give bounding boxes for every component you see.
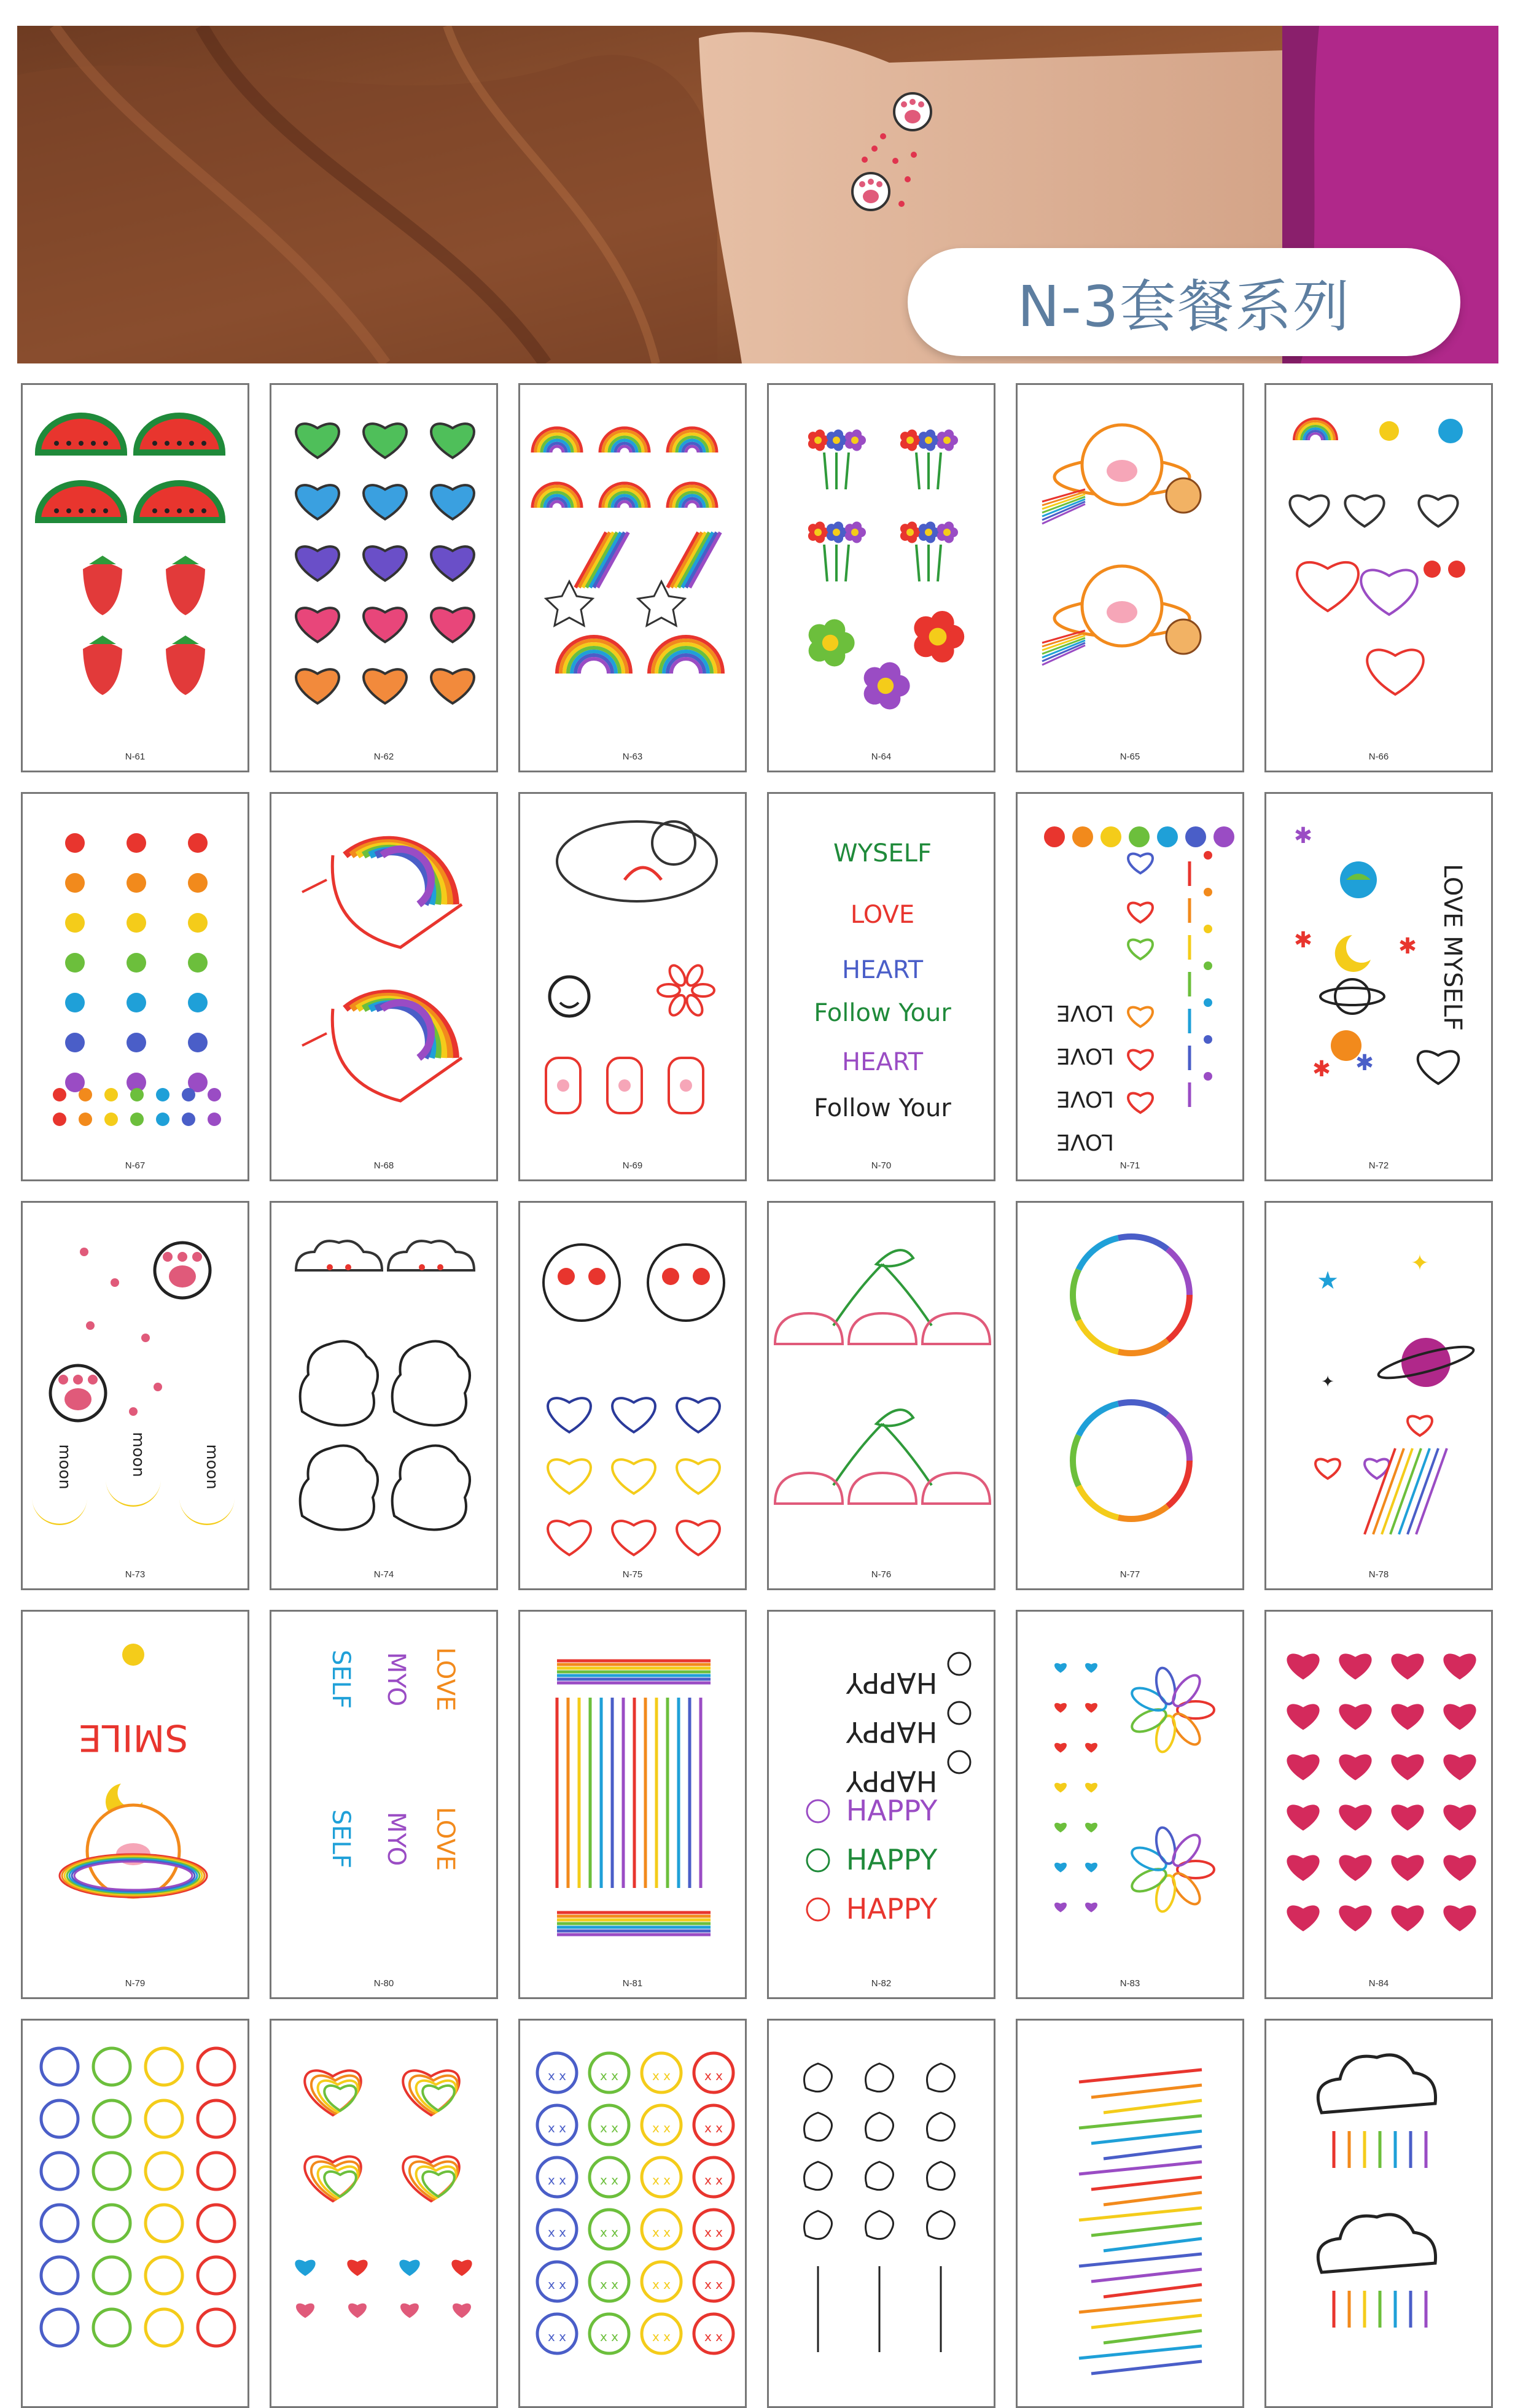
- sticker-code: N-76: [871, 1569, 892, 1580]
- sticker-text: SELF: [327, 1809, 355, 1868]
- sticker-code: N-66: [1368, 752, 1389, 762]
- sticker-text: x x: [547, 2068, 567, 2083]
- sticker-text: LOVE: [850, 901, 915, 929]
- sticker-text: x x: [599, 2329, 619, 2344]
- tattoo-sticker-card: [767, 1610, 995, 1999]
- sticker-code: N-62: [373, 752, 394, 762]
- tattoo-sticker-card: [270, 2019, 498, 2408]
- tattoo-sticker-card: [1016, 1610, 1244, 1999]
- sticker-text: x x: [704, 2277, 723, 2292]
- sticker-artwork: [1018, 385, 1242, 771]
- sticker-text: x x: [704, 2173, 723, 2188]
- sticker-text: HAPPY: [846, 1892, 938, 1925]
- sticker-text: ✱: [1293, 928, 1313, 953]
- sticker-artwork: [520, 2021, 745, 2406]
- sticker-text: x x: [599, 2277, 619, 2292]
- sticker-artwork: [271, 794, 496, 1179]
- sticker-code: N-78: [1368, 1569, 1389, 1580]
- sticker-text: x x: [547, 2225, 567, 2240]
- sticker-text: HAPPY: [846, 1715, 938, 1749]
- tattoo-sticker-card: [767, 1201, 995, 1590]
- sticker-text: HEART: [841, 1048, 924, 1076]
- sticker-artwork: [1266, 1203, 1491, 1588]
- sticker-artwork: [271, 1612, 496, 1997]
- sticker-artwork: [271, 2021, 496, 2406]
- sticker-text: HAPPY: [846, 1843, 938, 1876]
- sticker-text: x x: [547, 2329, 567, 2344]
- sticker-text: LOVE: [1056, 1000, 1114, 1025]
- sticker-code: N-80: [373, 1978, 394, 1989]
- tattoo-sticker-card: [1016, 792, 1244, 1181]
- sticker-code: N-77: [1120, 1569, 1140, 1580]
- sticker-artwork: [769, 1203, 994, 1588]
- sticker-code: N-83: [1120, 1978, 1140, 1989]
- sticker-text: MYO: [382, 1652, 410, 1707]
- sticker-text: x x: [599, 2121, 619, 2135]
- tattoo-sticker-card: [1264, 383, 1493, 772]
- tattoo-sticker-card: [270, 1610, 498, 1999]
- tattoo-sticker-card: [270, 1201, 498, 1590]
- tattoo-sticker-card: [767, 792, 995, 1181]
- sticker-code: N-68: [373, 1160, 394, 1171]
- tattoo-sticker-card: [518, 1610, 747, 1999]
- sticker-artwork: [271, 385, 496, 771]
- sticker-text: LOVE: [1056, 1086, 1114, 1111]
- tattoo-sticker-card: [21, 1201, 249, 1590]
- tattoo-sticker-card: [21, 383, 249, 772]
- tattoo-sticker-card: [767, 2019, 995, 2408]
- sticker-text: x x: [599, 2173, 619, 2188]
- series-badge-label: N-3套餐系列: [1017, 274, 1351, 340]
- sticker-code: N-65: [1120, 752, 1140, 762]
- sticker-artwork: [1266, 2021, 1491, 2406]
- sticker-text: x x: [652, 2277, 671, 2292]
- tattoo-sticker-card: [518, 792, 747, 1181]
- sticker-text: HAPPY: [846, 1666, 938, 1699]
- sticker-artwork: [23, 794, 247, 1179]
- sticker-text: ★: [1317, 1267, 1339, 1295]
- sticker-artwork: [1018, 2021, 1242, 2406]
- sticker-artwork: [769, 2021, 994, 2406]
- sticker-artwork: [769, 385, 994, 771]
- sticker-code: N-63: [622, 752, 643, 762]
- sticker-code: N-84: [1368, 1978, 1389, 1989]
- sticker-text: ✱: [1293, 823, 1313, 849]
- sticker-text: HEART: [841, 956, 924, 984]
- sticker-code: N-67: [125, 1160, 146, 1171]
- sticker-artwork: [23, 1612, 247, 1997]
- sticker-text: x x: [652, 2329, 671, 2344]
- sticker-artwork: [520, 1612, 745, 1997]
- sticker-code: N-73: [125, 1569, 146, 1580]
- sticker-artwork: [520, 1203, 745, 1588]
- series-badge: [908, 248, 1460, 356]
- sticker-artwork: [23, 385, 247, 771]
- sticker-artwork: [769, 1612, 994, 1997]
- sticker-text: x x: [652, 2121, 671, 2135]
- sticker-text: ✱: [1398, 934, 1417, 959]
- sticker-text: x x: [704, 2068, 723, 2083]
- sticker-text: ✱: [1312, 1057, 1331, 1082]
- sticker-text: x x: [652, 2173, 671, 2188]
- tattoo-sticker-card: [270, 383, 498, 772]
- sticker-code: N-75: [622, 1569, 643, 1580]
- sticker-code: N-74: [373, 1569, 394, 1580]
- sticker-text: moon: [203, 1444, 221, 1489]
- sticker-text: x x: [599, 2225, 619, 2240]
- sticker-text: SELF: [327, 1650, 355, 1709]
- sticker-artwork: [520, 385, 745, 771]
- sticker-artwork: [520, 794, 745, 1179]
- sticker-text: HAPPY: [846, 1794, 938, 1827]
- sticker-code: N-82: [871, 1978, 892, 1989]
- tattoo-sticker-card: [1264, 1201, 1493, 1590]
- tattoo-sticker-card: [518, 383, 747, 772]
- hero-photo: [17, 26, 1498, 363]
- sticker-artwork: [23, 1203, 247, 1588]
- sticker-code: N-70: [871, 1160, 892, 1171]
- tattoo-sticker-card: [21, 792, 249, 1181]
- sticker-text: x x: [704, 2121, 723, 2135]
- sticker-code: N-61: [125, 752, 146, 762]
- tattoo-sticker-card: [767, 383, 995, 772]
- sticker-text: WYSELF: [833, 839, 932, 868]
- sticker-text: Follow Your: [814, 999, 951, 1027]
- tattoo-sticker-card: [1264, 2019, 1493, 2408]
- sticker-artwork: [271, 1203, 496, 1588]
- sticker-text: Follow Your: [814, 1094, 951, 1122]
- sticker-text: x x: [704, 2329, 723, 2344]
- sticker-text: x x: [547, 2121, 567, 2135]
- sticker-text: ✦: [1321, 1373, 1334, 1391]
- sticker-text: x x: [652, 2068, 671, 2083]
- tattoo-sticker-card: [1264, 1610, 1493, 1999]
- sticker-text: moon: [55, 1444, 74, 1489]
- sticker-text: SMILE: [78, 1716, 189, 1759]
- sticker-text: ✦: [1410, 1251, 1430, 1276]
- tattoo-sticker-card: [21, 2019, 249, 2408]
- sticker-text: MYO: [382, 1811, 410, 1866]
- tattoo-sticker-card: [1016, 2019, 1244, 2408]
- tattoo-sticker-card: [518, 2019, 747, 2408]
- sticker-code: N-69: [622, 1160, 643, 1171]
- sticker-artwork: [1018, 1612, 1242, 1997]
- sticker-text: HAPPY: [846, 1765, 938, 1798]
- sticker-text: LOVE: [1056, 1043, 1114, 1068]
- sticker-text: x x: [599, 2068, 619, 2083]
- sticker-code: N-71: [1120, 1160, 1140, 1171]
- sticker-artwork: [1266, 385, 1491, 771]
- sticker-code: N-72: [1368, 1160, 1389, 1171]
- sticker-artwork: [23, 2021, 247, 2406]
- sticker-artwork: [1266, 1612, 1491, 1997]
- sticker-artwork: [1018, 794, 1242, 1179]
- sticker-code: N-64: [871, 752, 892, 762]
- sticker-text: x x: [704, 2225, 723, 2240]
- tattoo-sticker-card: [1016, 1201, 1244, 1590]
- tattoo-sticker-card: [1016, 383, 1244, 772]
- sticker-artwork: [769, 794, 994, 1179]
- tattoo-sticker-card: [270, 792, 498, 1181]
- sticker-text: x x: [547, 2277, 567, 2292]
- sticker-text: LOVE MYSELF: [1438, 864, 1467, 1031]
- sticker-text: ✱: [1355, 1051, 1374, 1076]
- tattoo-sticker-card: [21, 1610, 249, 1999]
- sticker-artwork: [1018, 1203, 1242, 1588]
- sticker-text: moon: [129, 1432, 147, 1477]
- sticker-text: x x: [547, 2173, 567, 2188]
- sticker-text: x x: [652, 2225, 671, 2240]
- sticker-code: N-81: [622, 1978, 643, 1989]
- sticker-text: LOVE: [431, 1806, 459, 1871]
- sticker-text: LOVE: [431, 1647, 459, 1712]
- tattoo-sticker-card: [1264, 792, 1493, 1181]
- sticker-artwork: [1266, 794, 1491, 1179]
- tattoo-sticker-card: [518, 1201, 747, 1590]
- sticker-text: LOVE: [1056, 1129, 1114, 1154]
- sticker-code: N-79: [125, 1978, 146, 1989]
